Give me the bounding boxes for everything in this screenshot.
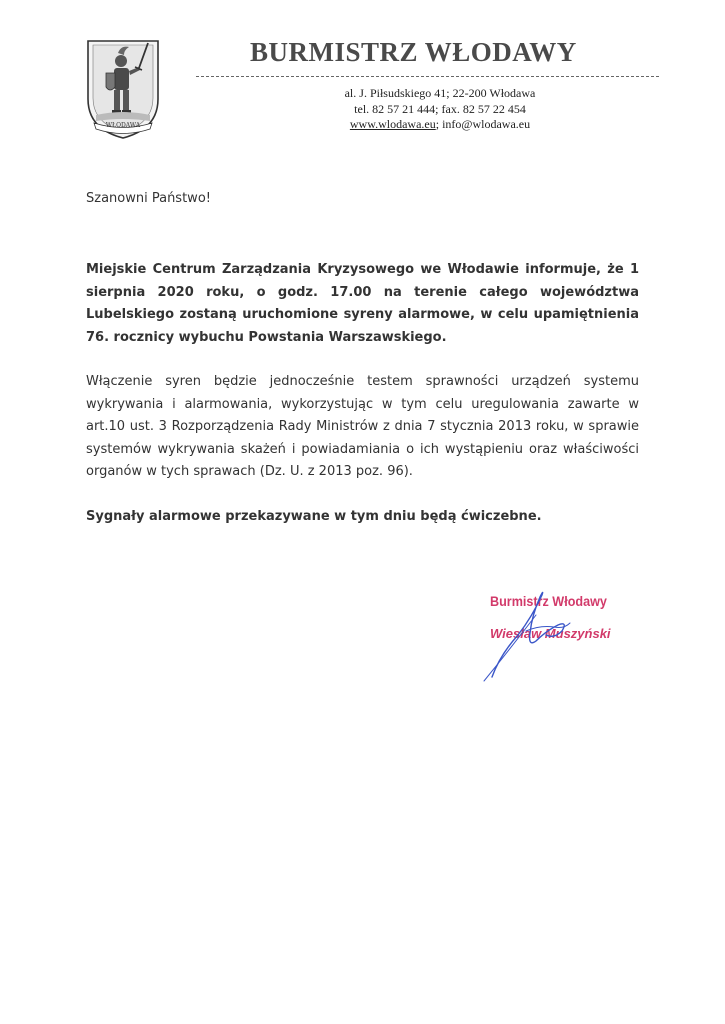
address-line: al. J. Piłsudskiego 41; 22-200 Włodawa bbox=[344, 86, 536, 100]
website-link[interactable]: www.wlodawa.eu bbox=[349, 117, 436, 131]
crest-ribbon-text: WŁODAWA bbox=[105, 122, 141, 129]
closing-paragraph: Sygnały alarmowe przekazywane w tym dniu będą ćwiczebne. bbox=[86, 509, 542, 524]
signature-icon bbox=[470, 585, 600, 685]
contact-block bbox=[320, 86, 560, 133]
stamp-title: Burmistrz Włodawy bbox=[490, 593, 607, 609]
letterhead-title: BURMISTRZ WŁODAWY bbox=[250, 37, 577, 67]
web-email-line bbox=[320, 117, 560, 133]
phone-fax-line: tel. 82 57 21 444; fax. 82 57 22 454 bbox=[354, 101, 526, 116]
details-paragraph: Włączenie syren będzie jednocześnie testem sprawności urządzeń systemu wykrywania i alarmowania, wykorzystując w tym celu uregulowania zawarte w art.10 ust. 3 Rozporządzenia Rady Ministrów z dnia 7 stycznia 2013 roku, w sprawie systemów wykrywania skażeń i powiadamiania o ich wystąpieniu oraz właściwości organów w tych sprawach (Dz. U. z 2013 poz. 96). bbox=[86, 374, 639, 480]
stamp-name: Wiesław Muszyński bbox=[490, 626, 611, 641]
contact-separator: ; bbox=[435, 117, 440, 131]
announcement-paragraph: Miejskie Centrum Zarządzania Kryzysowego we Włodawie informuje, że 1 sierpnia 2020 roku, o godz. 17.00 na terenie całego województwa Lubelskiego zostaną uruchomione syreny alarmowe, w celu upamiętnienia 76. rocznicy wybuchu Powstania Warszawskiego. bbox=[86, 262, 639, 345]
header-divider bbox=[196, 76, 659, 77]
email-link[interactable]: info@wlodawa.eu bbox=[442, 117, 531, 131]
salutation: Szanowni Państwo! bbox=[86, 191, 211, 206]
